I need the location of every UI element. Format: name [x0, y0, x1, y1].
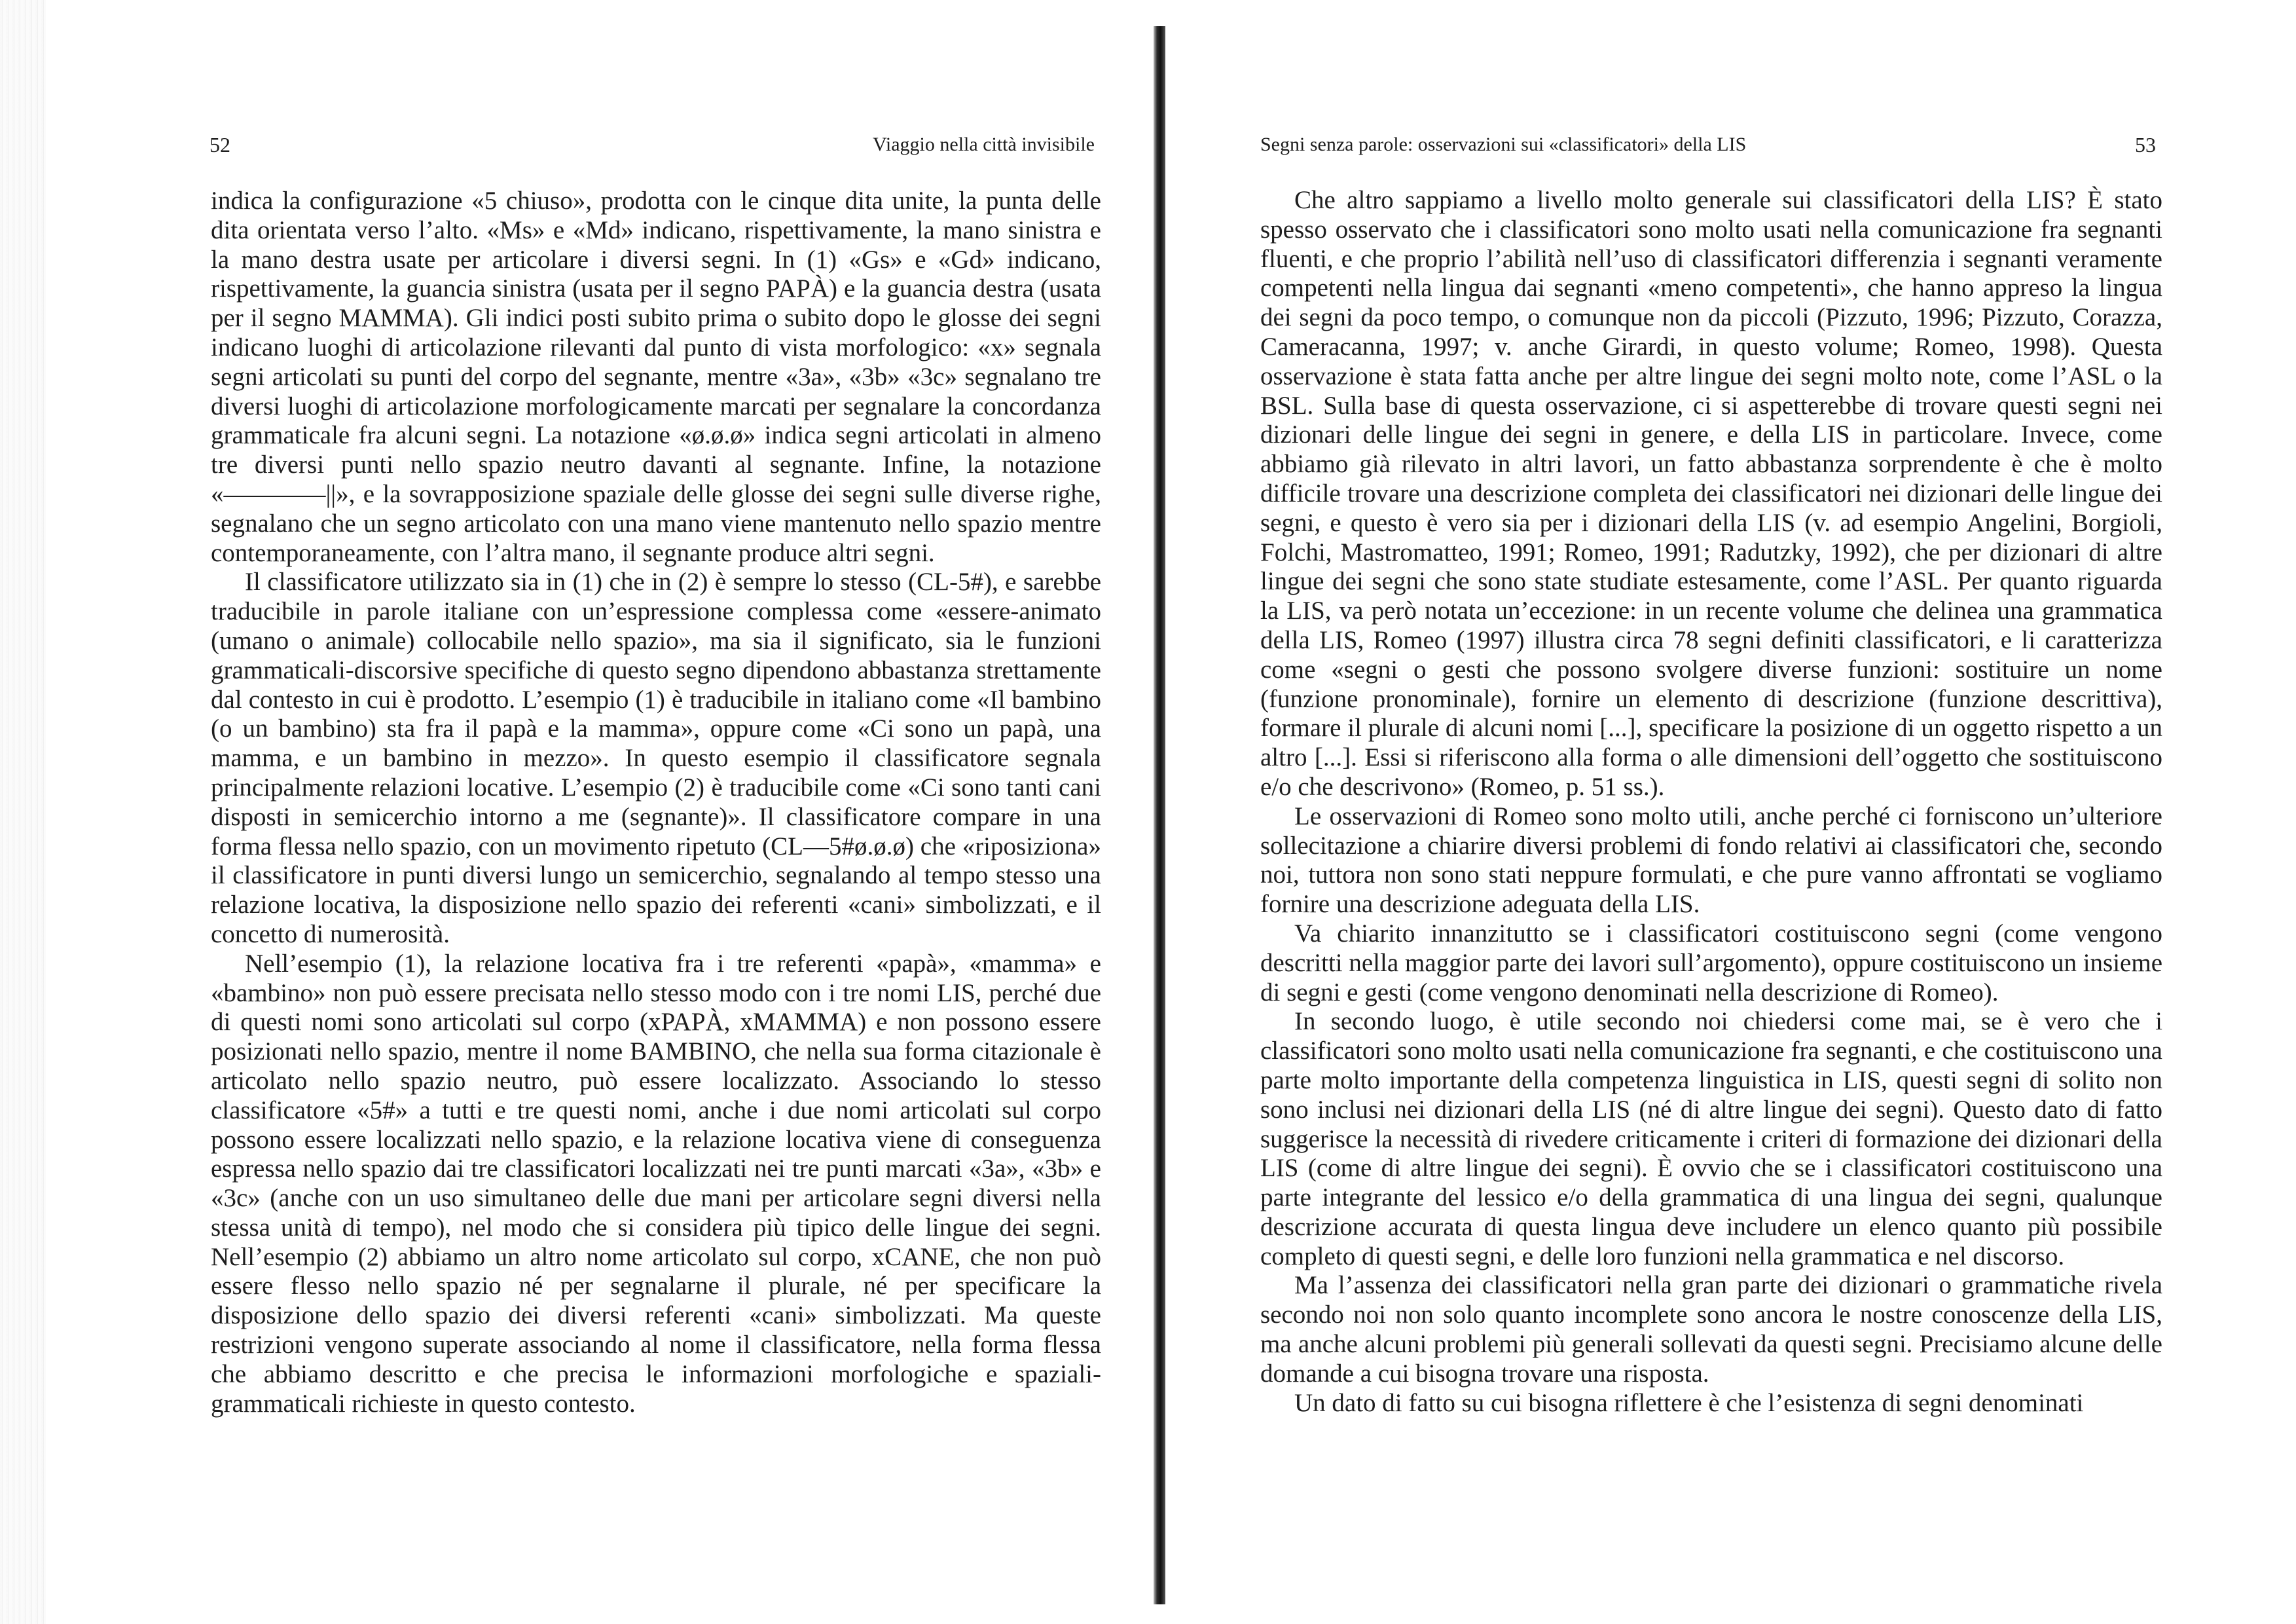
scan-edge-artifact — [0, 0, 46, 1624]
right-running-head — [1260, 128, 2162, 161]
paragraph: Le osservazioni di Romeo sono molto utili, anche perché ci forniscono un’ulteriore sollecitazione a chiarire diversi problemi di fondo relativi ai classificatori che, secondo noi, tuttora non sono stati neppure formulati, e che pure vanno affrontati se vogliamo fornire una descrizione adeguata della LIS. — [1260, 802, 2162, 919]
paragraph: Il classificatore utilizzato sia in (1) che in (2) è sempre lo stesso (CL-5#), e sarebbe traducibile in parole italiane con un’espressione complessa come «essere-animato (umano o animale) collocabile nello spazio», ma sia il significato, sia le funzioni grammaticali-discorsive specifiche di questo segno dipendono abbastanza strettamente dal contesto in cui è prodotto. L’esempio (1) è traducibile in italiano come «Il bambino (o un bambino) sta fra il papà e la mamma», oppure come «Ci sono un papà, una mamma, e un bambino in mezzo». In questo esempio il classificatore segnala principalmente relazioni locative. L’esempio (2) è traducibile come «Ci sono tanti cani disposti in semicerchio intorno a me (segnante)». Il classificatore compare in una forma flessa nello spazio, con un movimento ripetuto (CL—5#ø.ø.ø) che «riposiziona» il classificatore in punti diversi lungo un semicerchio, segnalando al tempo stesso una relazione locativa, la disposizione nello spazio dei referenti «cani» simbolizzati, e il concetto di numerosità. — [211, 568, 1101, 948]
left-running-head — [196, 128, 1101, 161]
right-body-text — [1260, 186, 2162, 1418]
paragraph: indica la configurazione «5 chiuso», prodotta con le cinque dita unite, la punta delle dita orientata verso l’alto. «Ms» e «Md» indicano, rispettivamente, la mano sinistra e la mano destra usate per articolare i diversi segni. In (1) «Gs» e «Gd» indicano, rispettivamente, la guancia sinistra (usata per il segno PAPÀ) e la guancia destra (usata per il segno MAMMA). Gli indici posti subito prima o subito dopo le glosse dei segni indicano luoghi di articolazione rilevanti dal punto di vista morfologico: «x» segnala segni articolati su punti del corpo del segnante, mentre «3a», «3b» «3c» segnalano tre diversi luoghi di articolazione morfologicamente marcati per segnalare la concordanza grammaticale fra alcuni segni. La notazione «ø.ø.ø» indica segni articolati in almeno tre diversi punti nello spazio neutro davanti al segnante. Infine, la notazione «————||», e la sovrapposizione spaziale delle glosse dei segni sulle diverse righe, segnalano che un segno articolato con una mano viene mantenuto nello spazio mentre contemporaneamente, con l’altra mano, il segnante produce altri segni. — [211, 187, 1101, 567]
paragraph: Ma l’assenza dei classificatori nella gran parte dei dizionari o grammatiche rivela secondo noi non solo quanto incomplete sono ancora le nostre conoscenze della LIS, ma anche alcuni problemi più generali sollevati da questi segni. Precisiamo alcune delle domande a cui bisogna trovare una risposta. — [1260, 1271, 2162, 1388]
left-page — [196, 0, 1101, 1624]
paragraph: Va chiarito innanzitutto se i classificatori costituiscono segni (come vengono descritti nella maggior parte dei lavori sull’argomento), oppure costituiscono un insieme di segni e gesti (come vengono denominati nella descrizione di Romeo). — [1260, 919, 2163, 1006]
book-gutter — [1154, 26, 1165, 1604]
paragraph: In secondo luogo, è utile secondo noi chiedersi come mai, se è vero che i classificatori sono molto usati nella comunicazione fra segnanti, e che costituiscono una parte molto importante della competenza linguistica in LIS, questi segni di solito non sono inclusi nei dizionari della LIS (né di altre lingue dei segni). Questo dato di fatto suggerisce la necessità di rivedere criticamente i criteri di formazione dei dizionari della LIS (come di altre lingue dei segni). È ovvio che se i classificatori costituiscono una parte integrante del lessico e/o della grammatica di una lingua dei segni, qualunque descrizione accurata di questa lingua deve includere un elenco quanto più possibile completo di questi segni, e delle loro funzioni nella grammatica e nel discorso. — [1260, 1007, 2162, 1270]
running-title: Viaggio nella città invisibile — [873, 134, 1095, 155]
left-body-text — [211, 187, 1101, 1418]
right-page — [1260, 0, 2162, 1624]
page-number: 53 — [2135, 133, 2156, 157]
paragraph: Che altro sappiamo a livello molto generale sui classificatori della LIS? È stato spesso osservato che i classificatori sono molto usati nella comunicazione fra segnanti fluenti, e che proprio l’abilità nell’uso di classificatori differenzia i segnanti veramente competenti nella lingua dai segnanti «meno competenti», che hanno appreso la lingua dei segni da poco tempo, o comunque non da piccoli (Pizzuto, 1996; Pizzuto, Corazza, Cameracanna, 1997; v. anche Girardi, in questo volume; Romeo, 1998). Questa osservazione è stata fatta anche per altre lingue dei segni molto note, come l’ASL o la BSL. Sulla base di questa osservazione, ci si aspetterebbe di trovare questi segni nei dizionari delle lingue dei segni in genere, e della LIS in particolare. Invece, come abbiamo già rilevato in altri lavori, un fatto abbastanza sorprendente è che è molto difficile trovare una descrizione completa dei classificatori nei dizionari delle lingue dei segni, e questo è vero sia per i dizionari della LIS (v. ad esempio Angelini, Borgioli, Folchi, Mastromatteo, 1991; Romeo, 1991; Radutzky, 1992), che per dizionari di altre lingue dei segni che sono state studiate estesamente, come l’ASL. Per quanto riguarda la LIS, va però notata un’eccezione: in un recente volume che delinea una grammatica della LIS, Romeo (1997) illustra circa 78 segni definiti classificatori, e li caratterizza come «segni o gesti che possono svolgere diverse funzioni: sostituire un nome (funzione pronominale), fornire un elemento di descrizione (funzione descrittiva), formare il plurale di alcuni nomi [...], specificare la posizione di un oggetto rispetto a un altro [...]. Essi si riferiscono alla forma o alle dimensioni dell’oggetto che sostituiscono e/o che descrivono» (Romeo, p. 51 ss.). — [1260, 186, 2162, 801]
paragraph: Nell’esempio (1), la relazione locativa fra i tre referenti «papà», «mamma» e «bambino» non può essere precisata nello stesso modo con i tre nomi LIS, perché due di questi nomi sono articolati sul corpo (xPAPÀ, xMAMMA) e non possono essere posizionati nello spazio, mentre il nome BAMBINO, che nella sua forma citazionale è articolato nello spazio neutro, può essere localizzato. Associando lo stesso classificatore «5#» a tutti e tre questi nomi, anche i due nomi articolati sul corpo possono essere localizzati nello spazio, e la relazione locativa viene di conseguenza espressa nello spazio dai tre classificatori localizzati nei tre punti marcati «3a», «3b» e «3c» (anche con un uso simultaneo delle due mani per articolare segni diversi nella stessa unità di tempo), nel modo che si considera più tipico delle lingue dei segni. Nell’esempio (2) abbiamo un altro nome articolato sul corpo, xCANE, che non può essere flesso nello spazio né per segnalarne il plurale, né per specificare la disposizione dello spazio dei diversi referenti «cani» simbolizzati. Ma queste restrizioni vengono superate associando al nome il classificatore, nella forma flessa che abbiamo descritto e che precisa le informazioni morfologiche e spaziali-grammaticali richieste in questo contesto. — [211, 949, 1101, 1418]
running-title: Segni senza parole: osservazioni sui «classificatori» della LIS — [1260, 134, 1747, 155]
paragraph: Un dato di fatto su cui bisogna riflettere è che l’esistenza di segni denominati — [1294, 1388, 2084, 1417]
page-number: 52 — [210, 133, 230, 157]
